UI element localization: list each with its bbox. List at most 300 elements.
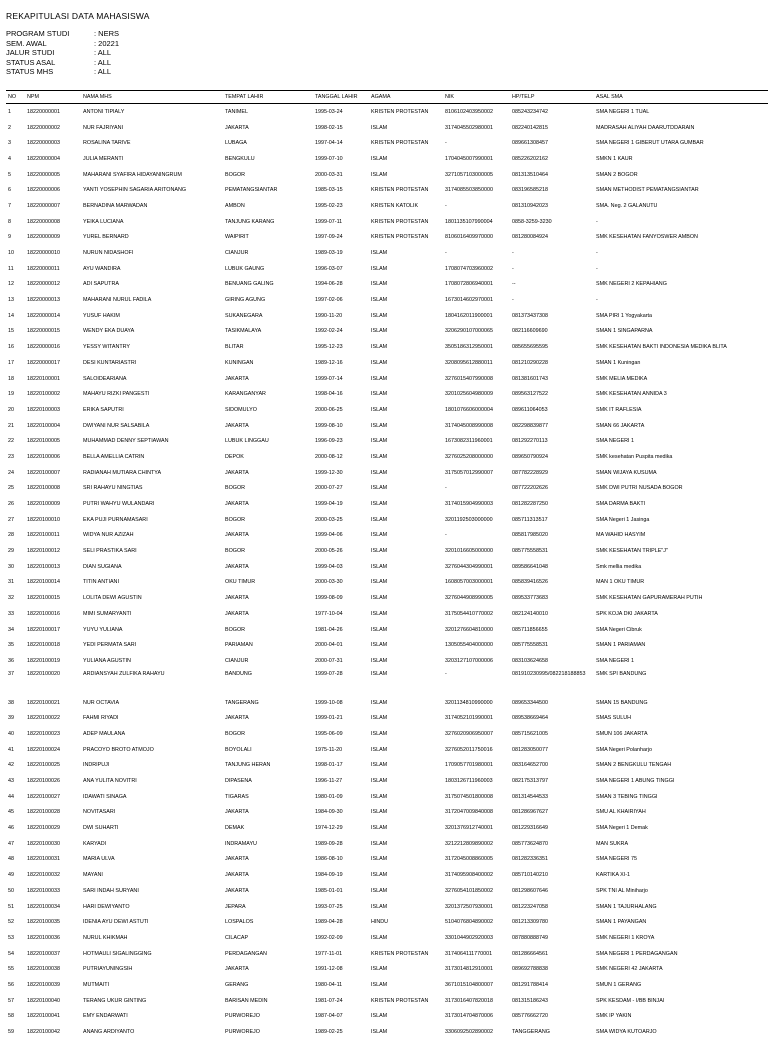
table-cell: SMA NEGERI 1 ABUNG TINGGI	[596, 778, 675, 785]
table-cell: 3174064111770001	[445, 950, 493, 957]
table-cell: 34	[8, 626, 14, 633]
table-row	[6, 622, 768, 638]
table-cell: JAKARTA	[225, 469, 249, 476]
table-cell: ISLAM	[371, 715, 388, 722]
table-cell: 15	[8, 328, 14, 335]
table-cell: 33	[8, 610, 14, 617]
table-cell: 18220100024	[27, 746, 60, 753]
table-cell: 18220100023	[27, 730, 60, 737]
meta-row	[6, 29, 119, 39]
table-cell: 3201025604980009	[445, 391, 493, 398]
table-row	[6, 575, 768, 591]
table-cell: MAHARANI NURUL FADILA	[83, 297, 152, 304]
table-cell: LUBUK GAUNG	[225, 265, 265, 272]
table-cell: 081229316649	[512, 825, 548, 832]
table-cell: SMAN 1 Kuningan	[596, 359, 641, 366]
table-cell: 18	[8, 375, 14, 382]
table-cell: ISLAM	[371, 730, 388, 737]
table-cell: TITIN ANTIANI	[83, 579, 119, 586]
table-cell: MUTMAITI	[83, 981, 110, 988]
table-cell: 12	[8, 281, 14, 288]
table-cell: 3276015407990008	[445, 375, 493, 382]
table-cell: 22	[8, 438, 14, 445]
table-cell: TIGARAS	[225, 793, 249, 800]
table-cell: BENUANG GALING	[225, 281, 274, 288]
table-cell: 1673082311960001	[445, 438, 493, 445]
table-cell: BANDUNG	[225, 670, 252, 677]
table-cell: 28	[8, 532, 14, 539]
table-cell: SMK KESEHATAN BAKTI INDONESIA MEDIKA BLITA	[596, 344, 727, 351]
table-cell: ISLAM	[371, 762, 388, 769]
column-header: TEMPAT LAHIR	[223, 91, 313, 104]
table-cell: ISLAM	[371, 903, 388, 910]
table-row	[6, 1024, 768, 1040]
table-cell: BOGOR	[225, 485, 246, 492]
table-row	[6, 104, 768, 120]
table-cell: YUYU YULIANA	[83, 626, 123, 633]
table-cell: 085715621005	[512, 730, 548, 737]
table-cell: 3201192503000000	[445, 516, 493, 523]
student-table	[6, 90, 768, 1040]
table-cell: 081315186243	[512, 997, 548, 1004]
table-cell: 18220100041	[27, 1013, 60, 1020]
table-cell: ISLAM	[371, 406, 388, 413]
table-cell: BOGOR	[225, 626, 246, 633]
table-cell: 49	[8, 872, 14, 879]
table-cell: 24	[8, 469, 14, 476]
table-cell: 089661308457	[512, 140, 548, 147]
table-cell: 7	[8, 202, 11, 209]
table-cell: 1997-04-14	[315, 140, 343, 147]
table-cell: 18220100001	[27, 375, 60, 382]
table-cell: 089611064053	[512, 406, 548, 413]
column-header: AGAMA	[369, 91, 443, 104]
table-cell: 18220000012	[27, 281, 60, 288]
table-cell: BOGOR	[225, 171, 246, 178]
table-cell: 18220100006	[27, 453, 60, 460]
table-cell: 085775558531	[512, 548, 548, 555]
table-cell: JULIA MERANTI	[83, 155, 124, 162]
table-cell: 1608057003000001	[445, 579, 493, 586]
table-row	[6, 528, 768, 544]
meta-value: : 20221	[94, 38, 120, 48]
table-cell: ISLAM	[371, 966, 388, 973]
table-cell: ISLAM	[371, 265, 388, 272]
table-cell: GIRING AGUNG	[225, 297, 266, 304]
meta-row	[6, 39, 119, 49]
table-cell: SPK KESDAM - I/BB BINJAI	[596, 997, 665, 1004]
table-cell: 38	[8, 699, 14, 706]
table-cell: ARDIANSYAH ZULFIKA RAHAYU	[83, 670, 165, 677]
table-cell: CILACAP	[225, 934, 249, 941]
table-cell: INDRIPUJI	[83, 762, 110, 769]
table-cell: 18220100042	[27, 1029, 60, 1036]
table-cell: 082240142815	[512, 124, 548, 131]
table-cell: ISLAM	[371, 887, 388, 894]
table-cell: 1989-12-16	[315, 359, 343, 366]
table-cell: ERIKA SAPUTRI	[83, 406, 124, 413]
table-row	[6, 899, 768, 915]
table-cell: ISLAM	[371, 563, 388, 570]
table-cell: 2000-06-25	[315, 406, 343, 413]
column-header: NPM	[25, 91, 81, 104]
table-cell: BLITAR	[225, 344, 244, 351]
table-cell: ISLAM	[371, 657, 388, 664]
table-cell: MUHAMMAD DENNY SEPTIAWAN	[83, 438, 169, 445]
table-cell: -	[596, 297, 598, 304]
table-cell: -	[596, 218, 598, 225]
table-cell: ISLAM	[371, 453, 388, 460]
table-cell: 085710140210	[512, 872, 548, 879]
table-cell: 8106016409970000	[445, 234, 493, 241]
table-row	[6, 449, 768, 465]
table-cell: MAHAYU RIZKI PANGESTI	[83, 391, 150, 398]
table-cell: 3276052011750016	[445, 746, 493, 753]
table-cell: ISLAM	[371, 501, 388, 508]
table-cell: 58	[8, 1013, 14, 1020]
table-cell: TANGERANG	[225, 699, 259, 706]
table-cell: 16	[8, 344, 14, 351]
table-cell: 37	[8, 670, 14, 677]
table-cell: 0858-3259-3230	[512, 218, 552, 225]
table-cell: YULIANA AGUSTIN	[83, 657, 131, 664]
table-cell: ANTONI TIPIALY	[83, 108, 125, 115]
table-cell: 085243234742	[512, 108, 548, 115]
table-cell: JAKARTA	[225, 595, 249, 602]
table-cell: SIDOMULYO	[225, 406, 257, 413]
table-cell: RADIANAH MUTIARA CHINTYA	[83, 469, 162, 476]
table-cell: 3	[8, 140, 11, 147]
table-cell: 50	[8, 887, 14, 894]
table-cell: ADEP MAULANA	[83, 730, 126, 737]
table-cell: 085817985020	[512, 532, 548, 539]
table-cell: JAKARTA	[225, 872, 249, 879]
table-cell: 3173014704870006	[445, 1013, 493, 1020]
table-cell: 52	[8, 919, 14, 926]
meta-label: SEM. AWAL	[6, 38, 47, 48]
table-cell: -	[512, 265, 514, 272]
table-cell: MA WAHID HASYIM	[596, 532, 646, 539]
table-cell: 1992-02-09	[315, 934, 343, 941]
table-cell: PERDAGANGAN	[225, 950, 267, 957]
column-header: NIK	[443, 91, 510, 104]
table-cell: 1995-03-24	[315, 108, 343, 115]
table-cell: 1992-02-24	[315, 328, 343, 335]
table-cell: SMAN 15 BANDUNG	[596, 699, 648, 706]
table-cell: 41	[8, 746, 14, 753]
table-cell: NURUL KHIKMAH	[83, 934, 128, 941]
table-header-row	[6, 91, 768, 104]
table-cell: SMAN 1 SINGAPARNA	[596, 328, 653, 335]
table-row	[6, 339, 768, 355]
table-cell: 082175313797	[512, 778, 548, 785]
table-cell: 3174045008990008	[445, 422, 493, 429]
table-cell: ISLAM	[371, 934, 388, 941]
table-cell: 18220100033	[27, 887, 60, 894]
table-cell: 18220000006	[27, 187, 60, 194]
table-cell: 1996-09-23	[315, 438, 343, 445]
table-cell: DEMAK	[225, 825, 245, 832]
table-cell: 081223247058	[512, 903, 548, 910]
table-cell: 18220100022	[27, 715, 60, 722]
meta-value: : ALL	[94, 48, 112, 58]
table-cell: 3201016605000000	[445, 548, 493, 555]
table-cell: --	[512, 281, 516, 288]
table-cell: MAHARANI SYAFIRA HIDAYANINGRUM	[83, 171, 182, 178]
table-cell: 18220000017	[27, 359, 60, 366]
table-cell: 3276054101850002	[445, 887, 493, 894]
table-row	[6, 481, 768, 497]
table-cell: 3174052101990001	[445, 715, 493, 722]
table-cell: 085711856655	[512, 626, 548, 633]
table-cell: BARISAN MEDIN	[225, 997, 268, 1004]
table-row	[6, 773, 768, 789]
table-cell: ISLAM	[371, 809, 388, 816]
table-cell: ISLAM	[371, 297, 388, 304]
table-cell: 18220100027	[27, 793, 60, 800]
table-cell: ISLAM	[371, 548, 388, 555]
table-cell: SMK NEGERI 42 JAKARTA	[596, 966, 663, 973]
table-cell: IDAWATI SINAGA	[83, 793, 127, 800]
table-cell: SMK KESEHATAN FANYOSWER AMBON	[596, 234, 698, 241]
table-cell: 18220000014	[27, 312, 60, 319]
table-cell: DIPASENA	[225, 778, 252, 785]
table-cell: 2000-03-25	[315, 516, 343, 523]
table-cell: JAKARTA	[225, 809, 249, 816]
table-cell: 1989-09-28	[315, 840, 343, 847]
table-cell: SMAN 1 PARIAMAN	[596, 642, 646, 649]
table-cell: SMK DWI PUTRI NUSADA BOGOR	[596, 485, 683, 492]
table-cell: 18220100002	[27, 391, 60, 398]
table-cell: YUREL BERNARD	[83, 234, 129, 241]
table-cell: 3172047009840008	[445, 809, 493, 816]
table-cell: 2000-08-12	[315, 453, 343, 460]
table-cell: ISLAM	[371, 642, 388, 649]
table-cell: 1999-07-10	[315, 155, 343, 162]
meta-label: PROGRAM STUDI	[6, 29, 70, 38]
table-cell: 081381601743	[512, 375, 548, 382]
table-cell: KRISTEN PROTESTAN	[371, 108, 429, 115]
table-cell: 2000-03-31	[315, 171, 343, 178]
table-cell: 081910230995/082218188853	[512, 670, 586, 677]
table-cell: 11	[8, 265, 14, 272]
table-cell: 51	[8, 903, 14, 910]
table-row	[6, 961, 768, 977]
table-cell: IDENIA AYU DEWI ASTUTI	[83, 919, 149, 926]
table-cell: 2000-04-01	[315, 642, 343, 649]
table-cell: DWI SUHARTI	[83, 825, 119, 832]
table-cell: 3505186312950001	[445, 344, 493, 351]
table-cell: EMY ENDARWATI	[83, 1013, 128, 1020]
table-cell: 18220100034	[27, 903, 60, 910]
table-cell: ISLAM	[371, 532, 388, 539]
table-row	[6, 230, 768, 246]
table-cell: 1974-12-29	[315, 825, 343, 832]
table-cell: 083164652700	[512, 762, 548, 769]
table-cell: JEPARA	[225, 903, 246, 910]
table-cell: 18220100039	[27, 981, 60, 988]
table-cell: JAKARTA	[225, 563, 249, 570]
table-cell: 3175057012990007	[445, 469, 493, 476]
table-cell: SMA NEGERI 1 TUAL	[596, 108, 650, 115]
table-cell: HOTMAULI SIGALINGGING	[83, 950, 152, 957]
table-row	[6, 977, 768, 993]
table-cell: 18220000015	[27, 328, 60, 335]
table-cell: BOGOR	[225, 548, 246, 555]
table-cell: 081310942023	[512, 202, 548, 209]
table-row	[6, 151, 768, 167]
table-cell: ISLAM	[371, 155, 388, 162]
table-cell: 18220000009	[27, 234, 60, 241]
table-cell: 081313510464	[512, 171, 548, 178]
table-cell: 1998-04-16	[315, 391, 343, 398]
table-cell: 23	[8, 453, 14, 460]
table-cell: 081283050077	[512, 746, 548, 753]
table-cell: SPK KOJA DKI JAKARTA	[596, 610, 658, 617]
table-cell: 1975-11-20	[315, 746, 343, 753]
table-cell: 47	[8, 840, 14, 847]
table-cell: BELLA AMELLIA CATRIN	[83, 453, 145, 460]
table-cell: ISLAM	[371, 699, 388, 706]
table-cell: 1986-08-10	[315, 856, 343, 863]
table-cell: JAKARTA	[225, 124, 249, 131]
table-cell: 1993-07-25	[315, 903, 343, 910]
table-cell: 1977-10-04	[315, 610, 343, 617]
table-cell: SMA PIRI 1 Yogyakarta	[596, 312, 653, 319]
table-cell: 089653344500	[512, 699, 548, 706]
meta-label: JALUR STUDI	[6, 48, 55, 58]
table-row	[6, 805, 768, 821]
table-cell: 14	[8, 312, 14, 319]
table-cell: 1980-04-11	[315, 981, 343, 988]
table-cell: 087880888749	[512, 934, 548, 941]
table-cell: ISLAM	[371, 579, 388, 586]
table-cell: 1994-06-28	[315, 281, 343, 288]
table-cell: SMA WIDYA KUTOARJO	[596, 1029, 657, 1036]
table-cell: 085776662720	[512, 1013, 548, 1020]
table-cell: KRISTEN PROTESTAN	[371, 140, 429, 147]
table-cell: 18220100026	[27, 778, 60, 785]
table-cell: -	[445, 532, 447, 539]
table-cell: JAKARTA	[225, 532, 249, 539]
table-cell: SMAN 2 BOGOR	[596, 171, 638, 178]
table-cell: 082298839877	[512, 422, 548, 429]
table-cell: 1984-09-30	[315, 809, 343, 816]
table-cell: 45	[8, 809, 14, 816]
table-cell: 53	[8, 934, 14, 941]
table-cell: 8106102403950002	[445, 108, 493, 115]
table-cell: -	[445, 202, 447, 209]
table-cell: 1999-04-03	[315, 563, 343, 570]
table-cell: 083196585218	[512, 187, 548, 194]
table-cell: JAKARTA	[225, 610, 249, 617]
table-cell: SMA NEGERI 1	[596, 438, 635, 445]
table-cell: TANIMEL	[225, 108, 248, 115]
table-cell: ISLAM	[371, 485, 388, 492]
meta-value: : ALL	[94, 57, 112, 67]
table-cell: ISLAM	[371, 746, 388, 753]
table-cell: 18220100029	[27, 825, 60, 832]
table-cell: FAHMI RIYADI	[83, 715, 119, 722]
table-cell: PRACOYO BROTO ATMOJO	[83, 746, 154, 753]
table-cell: 081282287250	[512, 501, 548, 508]
table-cell: 18220100011	[27, 532, 60, 539]
table-cell: SPK TNI AL Miniharjo	[596, 887, 648, 894]
table-row	[6, 914, 768, 930]
table-cell: 1996-03-07	[315, 265, 343, 272]
table-row	[6, 993, 768, 1009]
table-cell: 1673014602970001	[445, 297, 493, 304]
column-header: TANGGAL LAHIR	[313, 91, 369, 104]
table-cell: SMK SPI BANDUNG	[596, 670, 647, 677]
table-cell: KARYADI	[83, 840, 107, 847]
table-cell: 1990-11-20	[315, 312, 343, 319]
table-cell: TANJUNG HERAN	[225, 762, 271, 769]
table-row	[6, 1009, 768, 1025]
table-row	[6, 324, 768, 340]
table-cell: 18220100007	[27, 469, 60, 476]
table-cell: 18220100017	[27, 626, 60, 633]
table-cell: MARIA ULVA	[83, 856, 115, 863]
table-row	[6, 167, 768, 183]
table-cell: 1999-08-10	[315, 422, 343, 429]
table-row	[6, 261, 768, 277]
table-cell: 1989-02-25	[315, 1029, 343, 1036]
column-header: NO	[6, 91, 25, 104]
table-cell: 1704045007990001	[445, 155, 493, 162]
table-cell: ISLAM	[371, 981, 388, 988]
table-cell: ISLAM	[371, 825, 388, 832]
table-cell: SMK NEGERI 1 KROYA	[596, 934, 655, 941]
table-cell: 19	[8, 391, 14, 398]
table-row	[6, 669, 768, 695]
table-cell: 081213309780	[512, 919, 548, 926]
table-cell: 1995-12-23	[315, 344, 343, 351]
table-cell: 085711313517	[512, 516, 548, 523]
table-cell: 9	[8, 234, 11, 241]
table-cell: 18220100036	[27, 934, 60, 941]
table-cell: 3276044304990001	[445, 563, 493, 570]
table-cell: 3201134810990000	[445, 699, 493, 706]
table-cell: SMA DARMA BAKTI	[596, 501, 646, 508]
table-row	[6, 214, 768, 230]
table-cell: -	[596, 265, 598, 272]
table-cell: MAN 1 OKU TIMUR	[596, 579, 645, 586]
table-cell: 18220100028	[27, 809, 60, 816]
table-cell: SMAN 1 PAYANGAN	[596, 919, 647, 926]
table-cell: 081286664561	[512, 950, 548, 957]
table-cell: 3301044902920003	[445, 934, 493, 941]
table-row	[6, 135, 768, 151]
table-cell: SMK KESEHATAN GAPURAMERAH PUTIH	[596, 595, 703, 602]
table-cell: 1803126711960003	[445, 778, 493, 785]
table-cell: 1999-01-21	[315, 715, 343, 722]
table-cell: 081210290228	[512, 359, 548, 366]
table-cell: 18220100025	[27, 762, 60, 769]
table-cell: JAKARTA	[225, 966, 249, 973]
table-cell: PURWOREJO	[225, 1013, 260, 1020]
table-cell: 18220100009	[27, 501, 60, 508]
table-cell: 18220100004	[27, 422, 60, 429]
table-cell: SUKANEGARA	[225, 312, 263, 319]
table-cell: 1708072806940001	[445, 281, 493, 288]
table-cell: ISLAM	[371, 516, 388, 523]
table-row	[6, 120, 768, 136]
table-cell: 3208095612880011	[445, 359, 493, 366]
table-cell: 18220100020	[27, 670, 60, 677]
table-cell: 10	[8, 250, 14, 257]
table-cell: 3201376912740001	[445, 825, 493, 832]
